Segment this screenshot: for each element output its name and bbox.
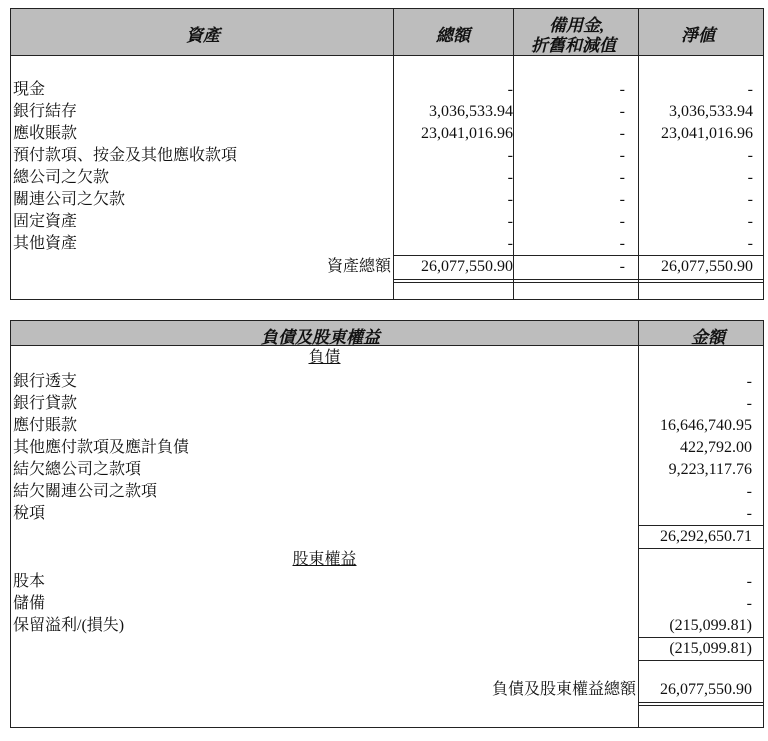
- assets-total-net: 26,077,550.90: [661, 258, 753, 275]
- section-equity-heading: 股東權益: [292, 551, 357, 568]
- grand-total-rule-1: [638, 702, 763, 703]
- liability-row: 應付賬款 16,646,740.95: [13, 417, 752, 434]
- header-provision-line1: 備用金,: [549, 16, 605, 35]
- asset-row: 關連公司之欠款 - - -: [13, 191, 753, 208]
- grand-total-label: 負債及股東權益總額: [491, 681, 636, 698]
- liabilities-table: [10, 320, 764, 728]
- assets-total-row: [11, 256, 763, 278]
- assets-total-rule-2: [393, 282, 763, 283]
- asset-row: 預付款項、按金及其他應收款項 - - -: [13, 147, 753, 164]
- grand-total-rule-2: [638, 705, 763, 706]
- equity-row: 儲備 -: [13, 595, 752, 612]
- header-provision-line2: 折舊和減值: [531, 36, 616, 55]
- assets-total-label: 資產總額: [326, 258, 391, 275]
- asset-row: 銀行結存 3,036,533.94 - 3,036,533.94: [13, 103, 753, 120]
- asset-row: 現金 - - -: [13, 81, 753, 98]
- header-assets: 資產: [186, 26, 220, 45]
- asset-row: 其他資產 - - -: [13, 235, 753, 252]
- liabilities-subtotal: 26,292,650.71: [660, 528, 752, 545]
- section-liabilities-heading: 負債: [308, 349, 341, 366]
- equity-subtotal: (215,099.81): [669, 640, 752, 657]
- liabilities-subtotal-row: [11, 526, 763, 548]
- header-net: 淨値: [681, 26, 715, 45]
- header-amount: 金額: [691, 328, 725, 347]
- asset-row: 應收賬款 23,041,016.96 - 23,041,016.96: [13, 125, 753, 142]
- assets-total-provision: -: [619, 258, 625, 275]
- liabilities-table-header: [11, 321, 763, 346]
- header-gross: 總額: [436, 26, 470, 45]
- liability-row: 其他應付款項及應計負債 422,792.00: [13, 439, 752, 456]
- liability-row: 結欠總公司之款項 9,223,117.76: [13, 461, 752, 478]
- liability-row: 稅項 -: [13, 505, 752, 522]
- asset-row: 固定資產 - - -: [13, 213, 753, 230]
- equity-subtotal-row: [11, 638, 763, 660]
- equity-row: 保留溢利/(損失) (215,099.81): [13, 617, 752, 634]
- header-liabilities-equity: 負債及股東權益: [261, 328, 380, 347]
- assets-total-rule-1: [393, 279, 763, 280]
- assets-table: [10, 8, 764, 300]
- liability-row: 銀行透支 -: [13, 373, 752, 390]
- liabilities-subtotal-rule-bottom: [638, 548, 763, 549]
- asset-row: 總公司之欠款 - - -: [13, 169, 753, 186]
- equity-subtotal-rule-bottom: [638, 660, 763, 661]
- grand-total-row: [11, 679, 763, 701]
- liability-row: 結欠關連公司之款項 -: [13, 483, 752, 500]
- assets-total-gross: 26,077,550.90: [421, 258, 513, 275]
- liability-row: 銀行貸款 -: [13, 395, 752, 412]
- grand-total-amount: 26,077,550.90: [660, 681, 752, 698]
- assets-table-header: [11, 9, 763, 56]
- equity-row: 股本 -: [13, 573, 752, 590]
